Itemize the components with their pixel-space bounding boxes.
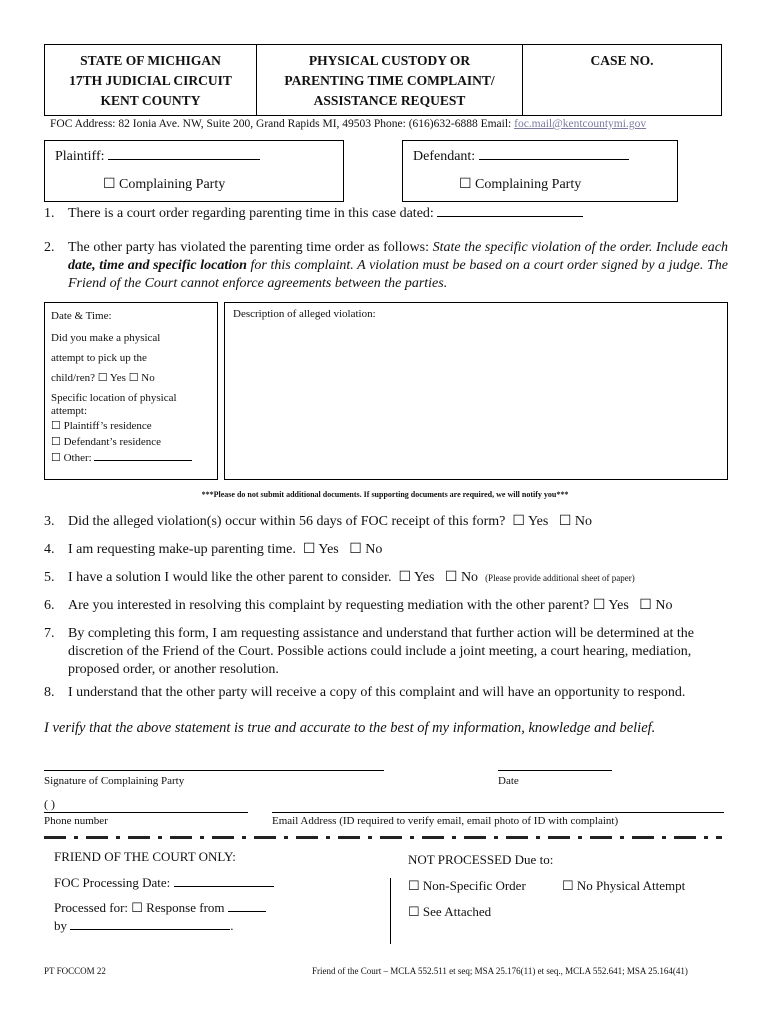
form-id: PT FOCCOM 22 [44,966,106,976]
processed-by-field[interactable] [70,929,230,930]
question-2 [44,239,728,293]
defendant-residence-checkbox[interactable]: ☐ Defendant’s residence [51,436,162,448]
q6-number: 6. [44,598,55,613]
plaintiff-residence-checkbox[interactable]: ☐ Plaintiff’s residence [51,420,152,432]
other-location-field[interactable] [94,460,192,461]
description-box[interactable] [224,302,728,480]
q8-number: 8. [44,685,55,700]
date-time-label[interactable]: Date & Time: [51,310,112,322]
q3-yes-checkbox[interactable]: ☐ Yes [512,514,549,529]
processed-for-label[interactable]: Processed for: ☐ Response from [54,900,225,915]
q5-note: (Please provide additional sheet of paper) [485,573,635,583]
email-link[interactable]: foc.mail@kentcountymi.gov [514,118,647,130]
question-3 [44,513,728,531]
processing-date-label: FOC Processing Date: [54,875,171,890]
section-divider [44,836,722,839]
q6-yes-checkbox[interactable]: ☐ Yes [592,598,629,613]
question-4 [44,541,728,559]
phone-label: Phone number [44,815,108,827]
title-line: PARENTING TIME COMPLAINT/ [284,73,495,88]
court-block [45,45,257,115]
header-table [44,44,722,116]
no-physical-attempt-checkbox[interactable]: ☐ No Physical Attempt [562,878,686,893]
phone-field[interactable] [44,812,248,813]
by-label: by [54,918,67,933]
q3-number: 3. [44,514,55,529]
verification-statement: I verify that the above statement is true and accurate to the best of my information, knowledge and belief. [44,720,656,736]
physical-attempt-q1: Did you make a physical [51,332,161,344]
q3-text: Did the alleged violation(s) occur within 56 days of FOC receipt of this form? [68,514,506,529]
case-number-field[interactable] [523,45,721,115]
signature-label: Signature of Complaining Party [44,775,185,787]
date-field[interactable] [498,770,612,771]
physical-attempt-checkboxes[interactable]: child/ren? ☐ Yes ☐ No [51,372,155,384]
form-title [257,45,523,115]
description-label: Description of alleged violation: [233,308,376,320]
q6-no-checkbox[interactable]: ☐ No [639,598,673,613]
date-label: Date [498,775,519,787]
q1-number: 1. [44,206,55,221]
other-location-checkbox[interactable]: ☐ Other: [51,452,92,464]
response-from-field[interactable] [228,911,266,912]
phone-area-code: ( ) [44,797,55,811]
q2-instruction-bold: date, time and specific location [68,258,247,273]
order-date-field[interactable] [437,216,583,217]
question-1 [44,205,728,223]
plaintiff-complaining-checkbox[interactable]: ☐ Complaining Party [103,177,226,192]
defendant-label: Defendant: [413,149,476,164]
plaintiff-name-field[interactable] [108,159,260,160]
q7-text: By completing this form, I am requesting assistance and understand that further action will be determined at the discretion of the Friend of the Court. Possible actions could include a joint meeting, a court hearing, mediation, proposed order, or another resolution. [68,626,694,677]
plaintiff-label: Plaintiff: [55,149,105,164]
case-number-label: CASE NO. [590,53,654,68]
not-processed-title: NOT PROCESSED Due to: [408,852,554,867]
q4-no-checkbox[interactable]: ☐ No [349,542,383,557]
address-text: FOC Address: 82 Ionia Ave. NW, Suite 200, Grand Rapids MI, 49503 Phone: (616)632-6888 Email: [50,118,515,130]
legal-citation: Friend of the Court – MCLA 552.511 et seq; MSA 25.176(11) et seq., MCLA 552.641; MSA 25.164(41) [312,966,688,976]
location-question: Specific location of physical attempt: [51,392,177,417]
q2-text: The other party has violated the parenting time order as follows: [68,240,430,255]
q4-number: 4. [44,542,55,557]
non-specific-order-checkbox[interactable]: ☐ Non-Specific Order [408,878,526,893]
court-line: KENT COUNTY [100,93,201,108]
q5-no-checkbox[interactable]: ☐ No [444,570,479,585]
email-field[interactable] [272,812,724,813]
q5-yes-checkbox[interactable]: ☐ Yes [398,570,435,585]
signature-field[interactable] [44,770,384,771]
q1-text: There is a court order regarding parenting time in this case dated: [68,206,434,221]
foc-address [50,118,646,130]
q3-no-checkbox[interactable]: ☐ No [558,514,592,529]
question-5 [44,569,728,587]
processing-date-field[interactable] [174,886,274,887]
q4-text: I am requesting make-up parenting time. [68,542,296,557]
q5-text: I have a solution I would like the other parent to consider. [68,570,392,585]
question-7 [44,625,728,679]
q8-text: I understand that the other party will receive a copy of this complaint and will have an opportunity to respond. [68,685,686,700]
q5-number: 5. [44,570,55,585]
email-label: Email Address (ID required to verify email, email photo of ID with complaint) [272,815,619,827]
q6-text: Are you interested in resolving this complaint by requesting mediation with the other parent? [68,598,590,613]
title-line: PHYSICAL CUSTODY OR [308,53,471,68]
warning-note: ***Please do not submit additional documents. If supporting documents are required, we will notify you*** [201,490,569,499]
question-8 [44,684,728,702]
violation-details-box [44,302,218,480]
q2-instruction-a: State the specific violation of the order. Include each [432,240,728,255]
defendant-complaining-checkbox[interactable]: ☐ Complaining Party [459,177,582,192]
plaintiff-box [44,140,344,202]
physical-attempt-q2: attempt to pick up the [51,352,147,364]
court-line: 17TH JUDICIAL CIRCUIT [69,73,232,88]
q2-instruction-b: for this complaint. A violation must be based on a court order signed by a judge. The Friend of the Court cannot enforce agreements between the parties. [68,258,728,291]
see-attached-checkbox[interactable]: ☐ See Attached [408,904,492,919]
q2-number: 2. [44,240,55,255]
court-line: STATE OF MICHIGAN [80,53,221,68]
foc-only-title: FRIEND OF THE COURT ONLY: [54,849,236,864]
defendant-name-field[interactable] [479,159,629,160]
q7-number: 7. [44,626,55,641]
question-6 [44,597,728,615]
q4-yes-checkbox[interactable]: ☐ Yes [302,542,339,557]
foc-vertical-divider [390,878,391,944]
title-line: ASSISTANCE REQUEST [313,93,466,108]
defendant-box [402,140,678,202]
